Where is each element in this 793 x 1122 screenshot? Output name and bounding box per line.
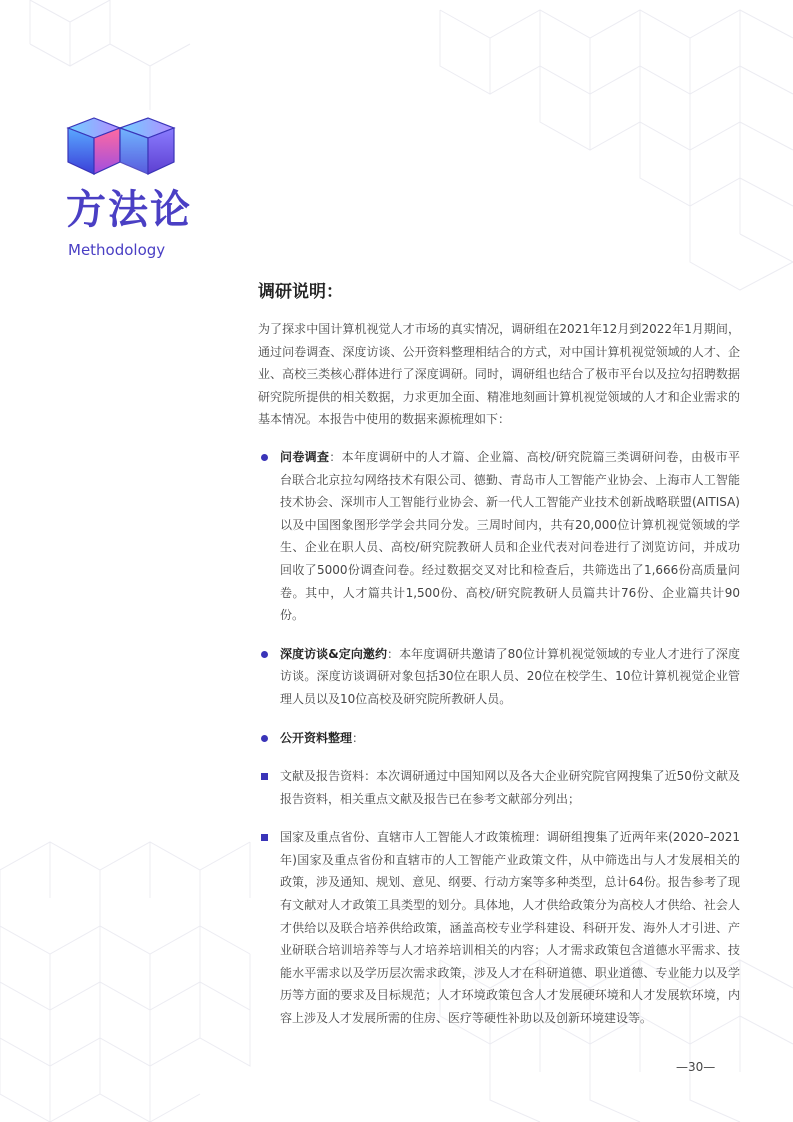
bullet-dot-icon [261, 454, 268, 461]
page-number: —30— [676, 1060, 716, 1074]
sub-list-item [258, 826, 740, 1029]
bullet-square-icon [261, 834, 268, 841]
bullet-dot-icon [261, 651, 268, 658]
intro-paragraph: 为了探求中国计算机视觉人才市场的真实情况，调研组在2021年12月到2022年1月期间，通过问卷调查、深度访谈、公开资料整理相结合的方式，对中国计算机视觉领域的人才、企业、高校三类核心群体进行了深度调研。同时，调研组也结合了极市平台以及拉勾招聘数据研究院所提供的相关数据，力求更加全面、精准地刻画计算机视觉领域的人才和企业需求的基本情况。本报告中使用的数据来源梳理如下： [258, 322, 740, 427]
page-title: 方法论 [66, 187, 192, 233]
list-item [258, 727, 740, 750]
bullet-dot-icon [261, 735, 268, 742]
item-text: ： [352, 730, 365, 745]
item-text: ：本年度调研共邀请了80位计算机视觉领域的专业人才进行了深度访谈。深度访谈调研对象包括30位在职人员、20位在校学生、10位计算机视觉企业管理人员以及10位高校及研究院所教研人员。 [280, 646, 740, 706]
page-subtitle: Methodology [68, 241, 166, 259]
sub-item-text: 国家及重点省份、直辖市人工智能人才政策梳理：调研组搜集了近两年来(2020–2021年)国家及重点省份和直辖市的人工智能产业政策文件，从中筛选出与人才发展相关的政策，涉及通知、规划、意见、纲要、行动方案等多种类型，总计64份。报告参考了现有文献对人才政策工具类型的划分。具体地，人才供给政策分为高校人才供给、社会人才供给以及联合培养供给政策，涵盖高校专业学科建设、科研开发、海外人才引进、产业研联合培训培养等与人才培养培训相关的内容；人才需求政策包含道德水平需求、技能水平需求以及学历层次需求政策，涉及人才在科研道德、职业道德、专业能力以及学历等方面的要求及目标规范；人才环境政策包含人才发展硬环境和人才发展软环境，内容上涉及人才发展所需的住房、医疗等硬性补助以及创新环境建设等。 [280, 830, 740, 1026]
cube-logo-icon [66, 116, 184, 178]
sub-item-text: 文献及报告资料：本次调研通过中国知网以及各大企业研究院官网搜集了近50份文献及报告资料，相关重点文献及报告已在参考文献部分列出； [280, 769, 740, 806]
item-text: ：本年度调研中的人才篇、企业篇、高校/研究院篇三类调研问卷，由极市平台联合北京拉勾网络技术有限公司、德勤、青岛市人工智能产业协会、上海市人工智能技术协会、深圳市人工智能行业协会、新一代人工智能产业技术创新战略联盟(AITISA)以及中国图象图形学学会共同分发。三周时间内，共有20,000位计算机视觉领域的学生、企业在职人员、高校/研究院教研人员和企业代表对问卷进行了浏览访问，并成功回收了5000份调查问卷。经过数据交叉对比和检查后，共筛选出了1,666份高质量问卷。其中，人才篇共计1,500份、高校/研究院教研人员篇共计76份、企业篇共计90份。 [280, 449, 740, 623]
section-heading: 调研说明： [258, 282, 343, 302]
bullet-square-icon [261, 773, 268, 780]
item-label: 深度访谈&定向邀约 [280, 646, 388, 661]
content-area [258, 280, 740, 1030]
item-label: 问卷调查 [280, 449, 330, 464]
item-label: 公开资料整理 [280, 730, 353, 745]
sub-list-item [258, 765, 740, 810]
list-item [258, 643, 740, 711]
list-item [258, 446, 740, 627]
